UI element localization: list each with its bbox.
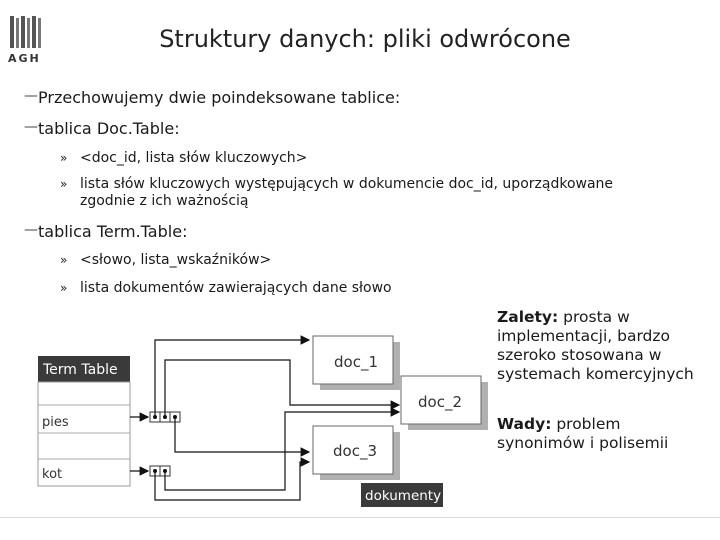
logo-text: AGH	[8, 52, 41, 65]
pointer-arrow	[155, 462, 309, 500]
cons-text: problem synonimów i polisemii	[497, 415, 669, 452]
bullet-dash: —	[24, 88, 38, 104]
kot-pointer-list	[130, 466, 170, 476]
sub-bullet-text: lista dokumentów zawierających dane słowo	[80, 280, 392, 296]
sub-bullet-text: <doc_id, lista słów kluczowych>	[80, 150, 308, 166]
cons-label: Wady:	[497, 415, 552, 433]
bullet-prefix: tablica	[38, 222, 97, 241]
sub-bullet-mark: »	[60, 151, 68, 165]
document-boxes	[313, 336, 488, 480]
doc-table-name: Doc.Table	[96, 119, 175, 138]
sub-bullet-text: lista słów kluczowych występujących w dokumencie doc_id, uporządkowane zgodnie z ich ważnością	[80, 176, 614, 209]
pointer-arrow	[175, 417, 309, 452]
pros-text: prosta w implementacji, bardzo szeroko stosowana w systemach komercyjnych	[497, 308, 694, 383]
doc-label: doc_3	[333, 442, 377, 460]
slide-title: Struktury danych: pliki odwrócone	[159, 25, 571, 53]
bullet-prefix: tablica	[38, 119, 97, 138]
bullet-suffix: :	[174, 119, 180, 138]
footer-divider	[0, 517, 720, 518]
doc-label: doc_1	[334, 353, 378, 371]
bullet-dash: —	[24, 119, 38, 135]
bullet-dash: —	[24, 222, 38, 238]
table-row-label: kot	[42, 467, 63, 482]
table-row-label: pies	[42, 415, 69, 430]
bullet-text: Przechowujemy dwie poindeksowane tablice:	[38, 88, 401, 107]
bullet-suffix: :	[182, 222, 188, 241]
term-table-label: Term Table	[43, 362, 118, 378]
pointer-arrow	[155, 340, 309, 417]
sub-bullet-text: <słowo, lista_wskaźników>	[80, 252, 272, 268]
doc-label: doc_2	[418, 393, 462, 411]
sub-bullet-mark: »	[60, 253, 68, 267]
documents-label: dokumenty	[365, 488, 442, 504]
term-table	[38, 356, 130, 486]
pros-label: Zalety:	[497, 308, 559, 326]
sub-bullet-mark: »	[60, 281, 68, 295]
sub-bullet-mark: »	[60, 177, 68, 191]
term-table-name: Term.Table	[96, 222, 183, 241]
